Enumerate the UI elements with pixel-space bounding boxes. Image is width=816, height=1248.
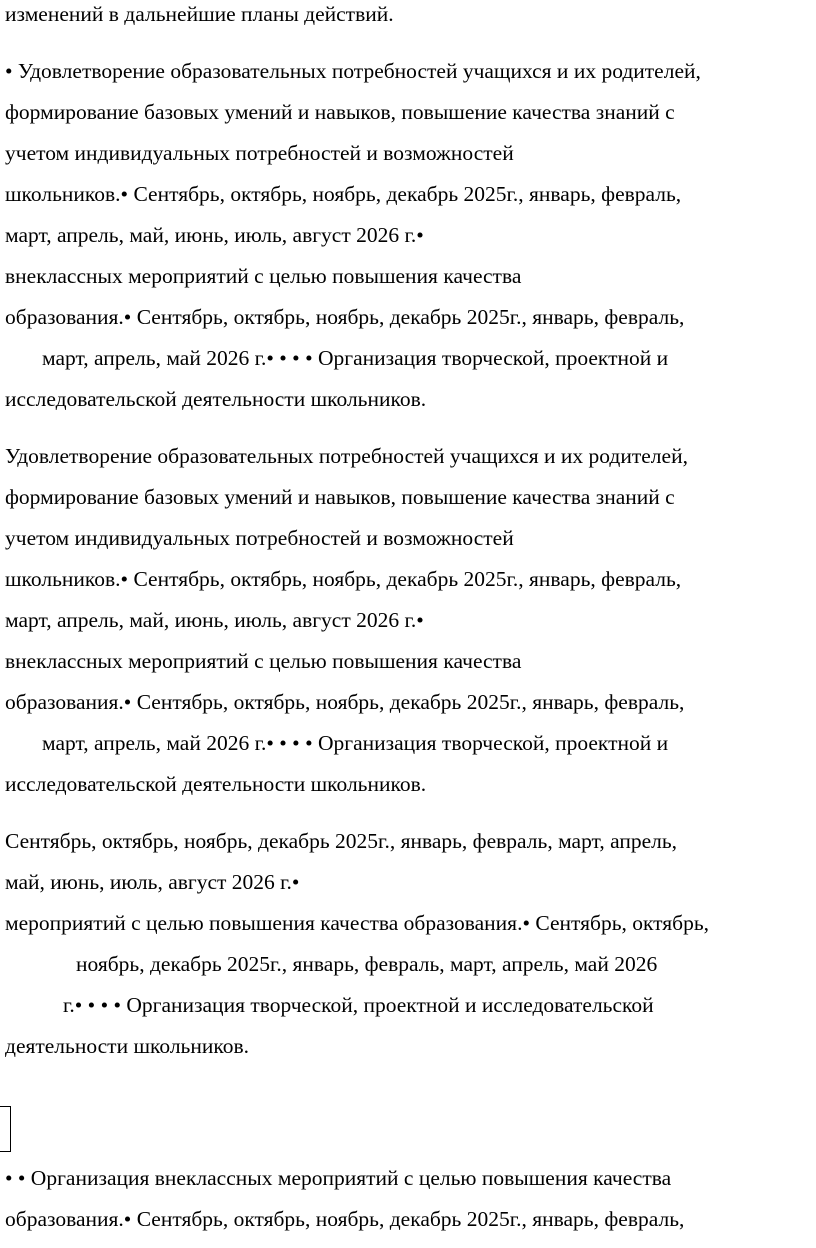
text-line: • • Организация внеклассных мероприятий с целью повышения качества	[5, 1166, 672, 1190]
text-line: изменений в дальнейшие планы действий.	[5, 2, 394, 26]
text-line: мероприятий с целью повышения качества образования.• Сентябрь, октябрь,	[5, 911, 710, 935]
text-line: образования.• Сентябрь, октябрь, ноябрь, декабрь 2025г., январь, февраль,	[5, 1207, 685, 1231]
text-line: исследовательской деятельности школьников.	[5, 387, 427, 411]
text-line: формирование базовых умений и навыков, повышение качества знаний с	[5, 100, 675, 124]
text-line: Удовлетворение образовательных потребностей учащихся и их родителей,	[5, 444, 688, 468]
text-line: школьников.• Сентябрь, октябрь, ноябрь, декабрь 2025г., январь, февраль,	[5, 567, 682, 591]
text-line: формирование базовых умений и навыков, повышение качества знаний с	[5, 485, 675, 509]
text-line: Сентябрь, октябрь, ноябрь, декабрь 2025г., январь, февраль, март, апрель,	[5, 829, 678, 853]
text-line: внеклассных мероприятий с целью повышения качества	[5, 649, 522, 673]
text-line: школьников.• Сентябрь, октябрь, ноябрь, декабрь 2025г., январь, февраль,	[5, 182, 682, 206]
text-line: образования.• Сентябрь, октябрь, ноябрь, декабрь 2025г., январь, февраль,	[5, 690, 685, 714]
text-line: исследовательской деятельности школьников.	[5, 772, 427, 796]
text-line: учетом индивидуальных потребностей и возможностей	[5, 526, 514, 550]
text-line: • Удовлетворение образовательных потребностей учащихся и их родителей,	[5, 59, 701, 83]
text-line: образования.• Сентябрь, октябрь, ноябрь, декабрь 2025г., январь, февраль,	[5, 305, 685, 329]
text-line: март, апрель, май, июнь, июль, август 2026 г.•	[5, 223, 424, 247]
text-line: ноябрь, декабрь 2025г., январь, февраль, март, апрель, май 2026	[76, 952, 658, 976]
bracket-frame	[0, 1106, 11, 1152]
text-line: март, апрель, май, июнь, июль, август 2026 г.•	[5, 608, 424, 632]
text-line: учетом индивидуальных потребностей и возможностей	[5, 141, 514, 165]
text-line: г.• • • • Организация творческой, проектной и исследовательской	[63, 993, 654, 1017]
text-line: март, апрель, май 2026 г.• • • • Организация творческой, проектной и	[42, 346, 669, 370]
text-line: деятельности школьников.	[5, 1034, 250, 1058]
text-line: май, июнь, июль, август 2026 г.•	[5, 870, 300, 894]
text-line: март, апрель, май 2026 г.• • • • Организация творческой, проектной и	[42, 731, 669, 755]
text-line: внеклассных мероприятий с целью повышения качества	[5, 264, 522, 288]
